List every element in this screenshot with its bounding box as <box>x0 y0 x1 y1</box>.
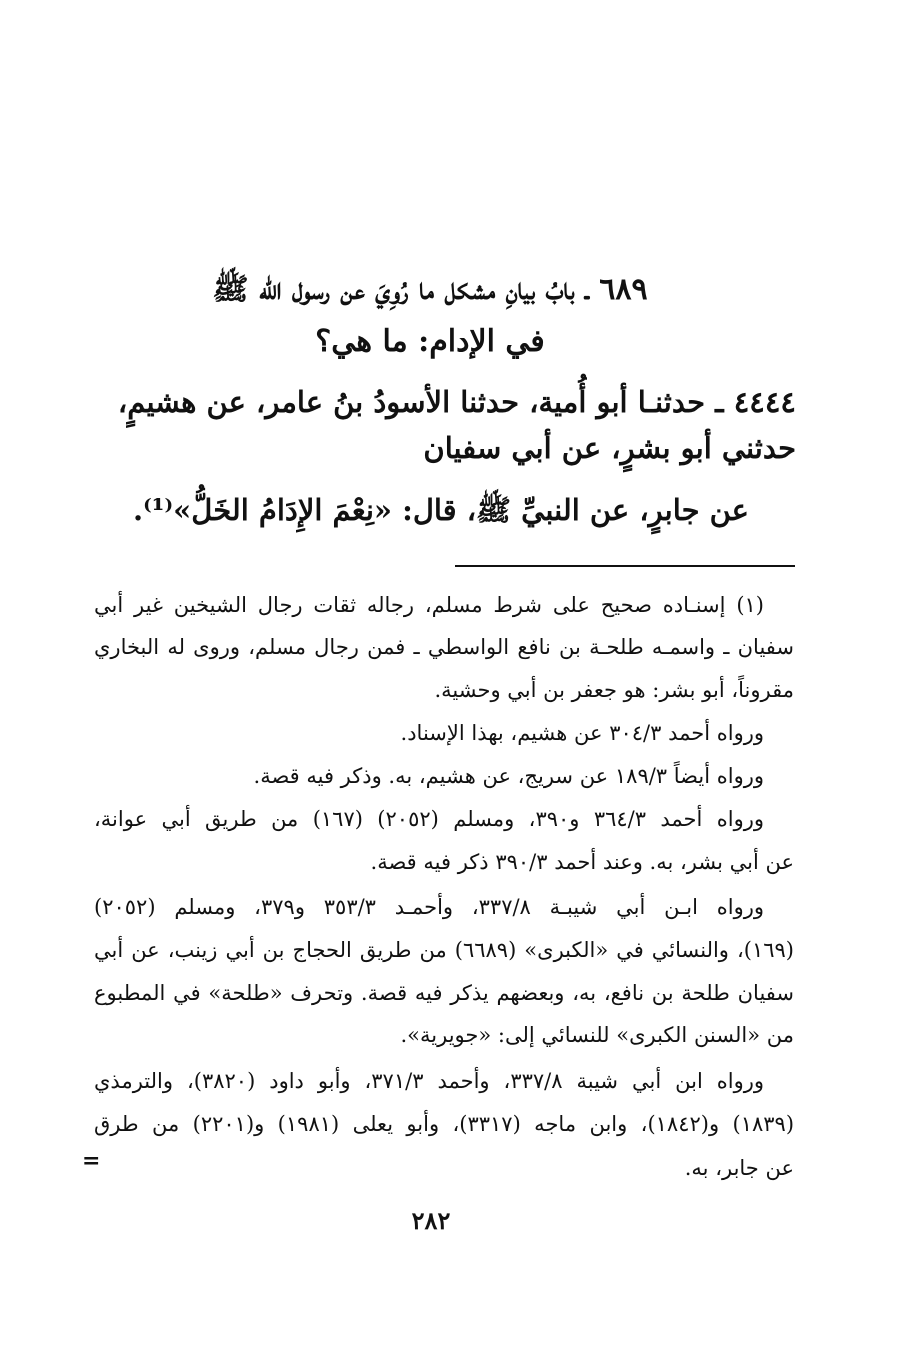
footnote-line: مقروناً، أبو بشر: هو جعفر بن أبي وحشية. <box>434 678 794 702</box>
footnote-line: (١٦٩)، والنسائي في «الكبرى» (٦٦٨٩) من طريق الحجاج بن أبي زينب، عن أبي <box>94 938 794 962</box>
footnote-line: (١) إسنـاده صحيح على شرط مسلم، رجاله ثقات رجال الشيخين غير أبي <box>94 593 764 617</box>
hadith-text-line-1: ٤٤٤٤ ـ حدثنـا أبو أُمية، حدثنا الأسودُ بنُ عامر، عن هشيمٍ، <box>117 385 796 419</box>
footnote-line: ورواه أحمد ٣٠٤/٣ عن هشيم، بهذا الإسناد. <box>400 721 764 745</box>
footnote-continuation-mark: = <box>82 1148 101 1174</box>
chapter-heading-line-1: ٦٨٩ ـ بابُ بيانِ مشكل ما رُوِيَ عن رسول الله ﷺ <box>212 272 648 307</box>
footnote-line: عن أبي بشر، به. وعند أحمد ٣٩٠/٣ ذكر فيه قصة. <box>370 850 794 874</box>
hadith-text-line-2: حدثني أبو بشرٍ، عن أبي سفيان <box>423 431 796 465</box>
footnote-line: سفيان طلحة بن نافع، به، وبعضهم يذكر فيه قصة. وتحرف «طلحة» في المطبوع <box>94 981 794 1005</box>
footnote-separator <box>455 565 795 567</box>
footnote-line: عن جابر، به. <box>684 1156 794 1180</box>
footnote-line: ورواه ابـن أبي شيبـة ٣٣٧/٨، وأحمـد ٣٥٣/٣ و٣٧٩، ومسلم (٢٠٥٢) <box>94 895 764 919</box>
hadith-text-line-3: عن جابرٍ، عن النبيِّ ﷺ، قال: «نِعْمَ الإِدَامُ الخَلُّ»⁽¹⁾. <box>133 493 749 527</box>
footnote-line: ورواه أحمد ٣٦٤/٣ و٣٩٠، ومسلم (٢٠٥٢) (١٦٧) من طريق أبي عوانة، <box>94 807 765 831</box>
footnote-line: سفيان ـ واسمـه طلحـة بن نافع الواسطي ـ فمن رجال مسلم، وروى له البخاري <box>94 635 794 659</box>
footnote-line: من «السنن الكبرى» للنسائي إلى: «جويرية». <box>400 1023 794 1047</box>
chapter-heading-line-2: في الإدام: ما هي؟ <box>315 324 545 359</box>
footnote-line: (١٨٣٩) و(١٨٤٢)، وابن ماجه (٣٣١٧)، وأبو يعلى (١٩٨١) و(٢٢٠١) من طرق <box>94 1112 795 1136</box>
page-number: ٢٨٢ <box>411 1206 451 1235</box>
footnote-line: ورواه ابن أبي شيبة ٣٣٧/٨، وأحمد ٣٧١/٣، وأبو داود (٣٨٢٠)، والترمذي <box>94 1069 764 1093</box>
footnote-line: ورواه أيضاً ١٨٩/٣ عن سريج، عن هشيم، به. وذكر فيه قصة. <box>253 764 764 788</box>
